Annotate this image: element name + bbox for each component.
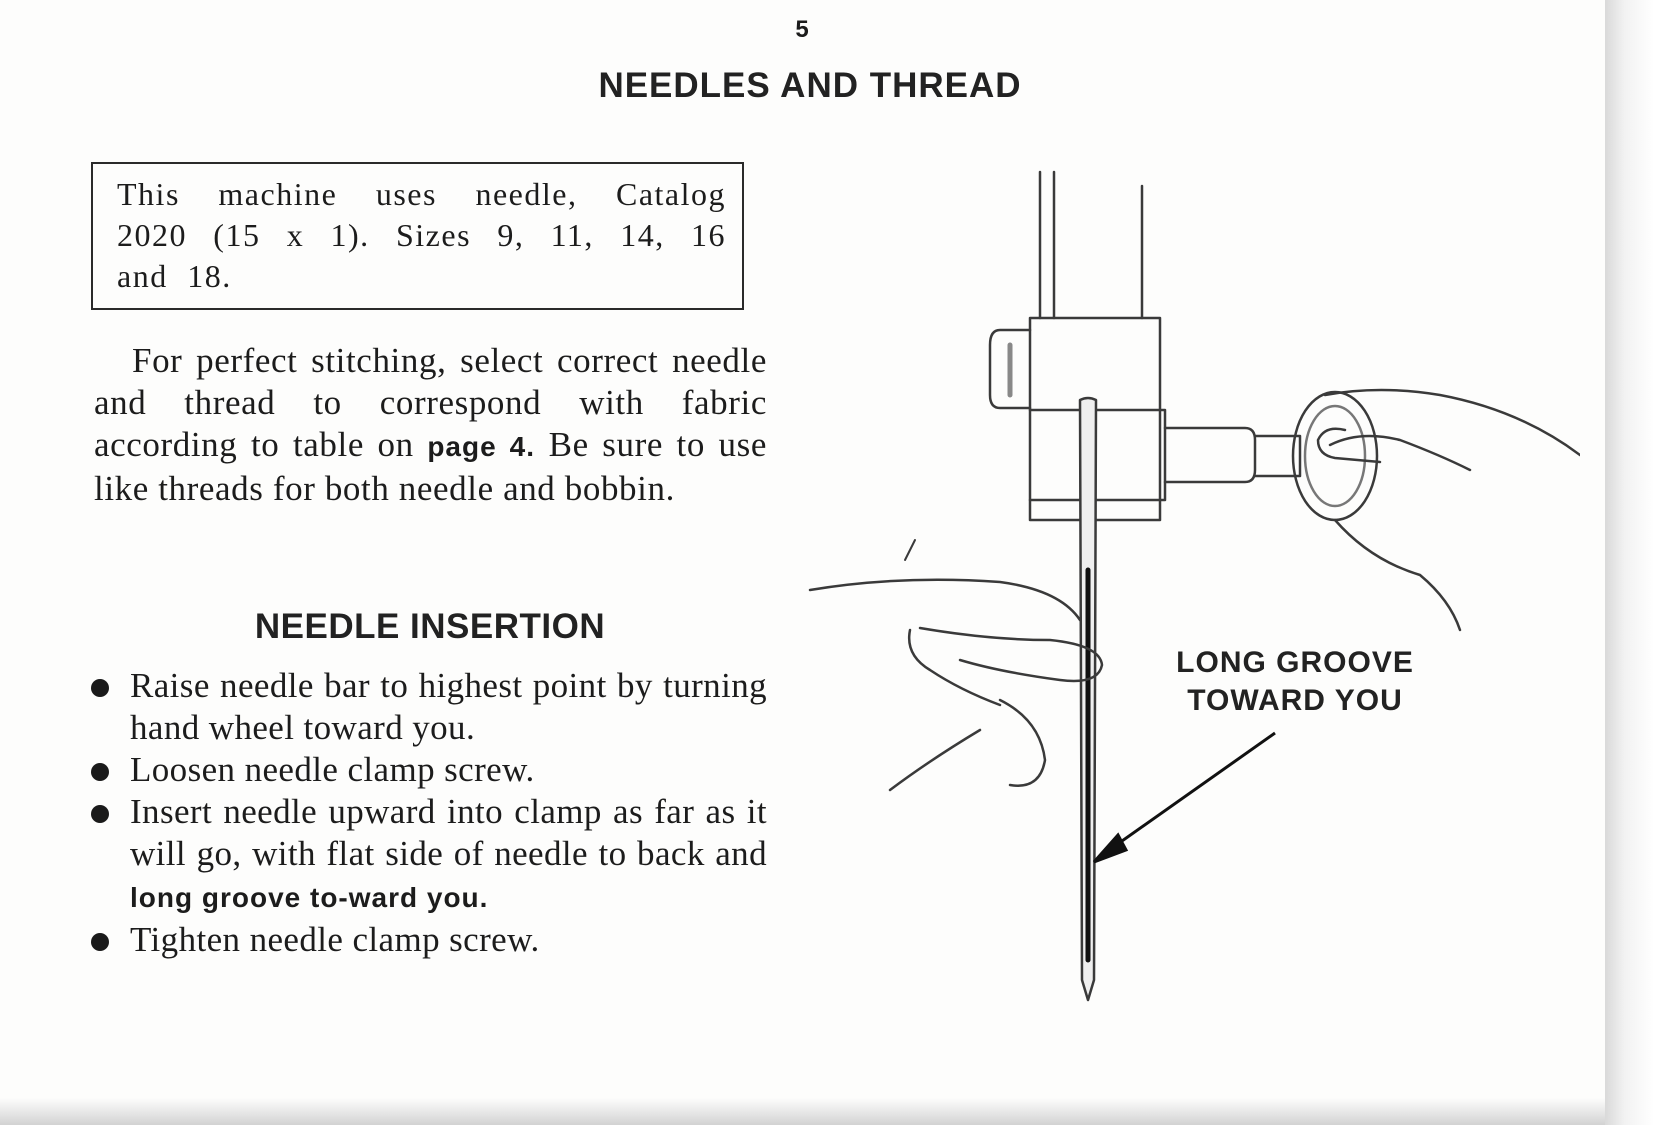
page-number: 5	[795, 16, 809, 43]
step-item	[87, 791, 767, 919]
left-hand	[810, 580, 1102, 790]
step-text: Tighten needle clamp screw.	[130, 920, 540, 959]
step-bold-text: long groove to-ward you.	[130, 882, 489, 913]
page-reference: page 4.	[427, 431, 536, 462]
callout-line-2: TOWARD YOU	[1187, 684, 1403, 717]
intro-paragraph	[94, 340, 767, 510]
presser-bar	[1040, 172, 1054, 318]
step-item	[87, 665, 767, 749]
needle-info-box	[91, 162, 744, 310]
needle-insertion-steps	[87, 665, 767, 961]
section-heading-needle-insertion: NEEDLE INSERTION	[254, 607, 606, 646]
callout-arrow	[1094, 733, 1275, 862]
bullet-icon	[91, 805, 109, 823]
step-item	[87, 919, 767, 961]
bullet-icon	[91, 679, 109, 697]
page-bottom-shadow	[0, 1098, 1605, 1125]
page-title: NEEDLES AND THREAD	[598, 66, 1022, 105]
clamp-lower-block	[1030, 410, 1165, 500]
callout-line-1: LONG GROOVE	[1176, 646, 1414, 679]
intro-text-before: For perfect stitching, select correct needle and thread to correspond with fabric according to table on	[94, 341, 767, 464]
step-text: Loosen needle clamp screw.	[130, 750, 535, 789]
step-text: Insert needle upward into clamp as far as it will go, with flat side of needle to back and	[130, 792, 767, 873]
long-groove-callout	[1150, 644, 1440, 720]
clamp-screw	[1165, 428, 1255, 482]
step-item	[87, 749, 767, 791]
needle-insertion-illustration	[790, 160, 1580, 1010]
bullet-icon	[91, 763, 109, 781]
bullet-icon	[91, 933, 109, 951]
intro-text-after: Be sure to use like threads for both needle and bobbin.	[94, 425, 768, 508]
page-edge	[1605, 0, 1654, 1125]
needle-info-text: This machine uses needle, Catalog 2020 (15 x 1). Sizes 9, 11, 14, 16 and 18.	[117, 176, 726, 294]
step-text: Raise needle bar to highest point by turning hand wheel toward you.	[130, 666, 767, 747]
